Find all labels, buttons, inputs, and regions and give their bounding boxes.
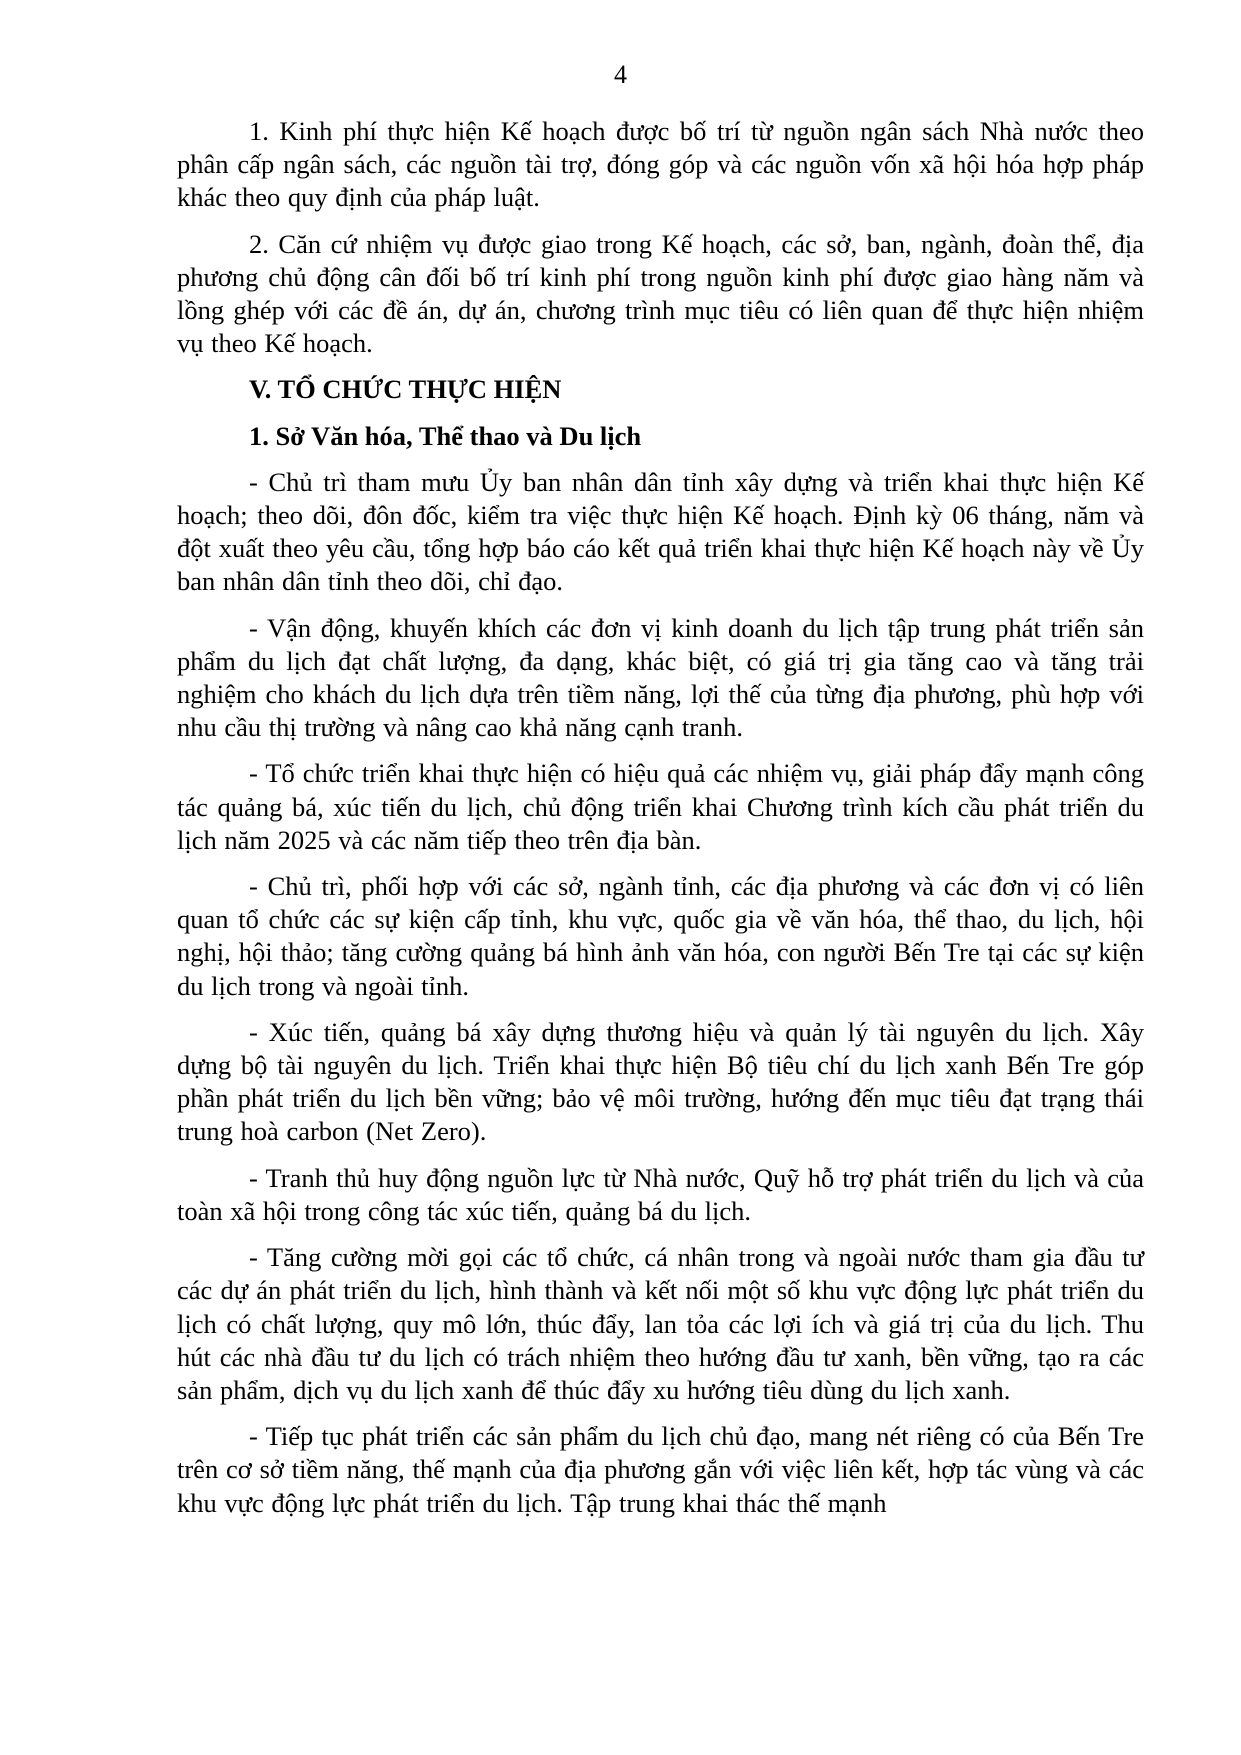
paragraph-task-investment: - Tăng cường mời gọi các tổ chức, cá nhân trong và ngoài nước tham gia đầu tư các dự án phát triển du lịch, hình thành và kết nối một số khu vực động lực phát triển du lịch có chất lượng, quy mô lớn, thúc đẩy, lan tỏa các lợi ích và giá trị của du lịch. Thu hút các nhà đầu tư du lịch có trách nhiệm theo hướng đầu tư xanh, bền vững, tạo ra các sản phẩm, dịch vụ du lịch xanh để thúc đẩy xu hướng tiêu dùng du lịch xanh. xyxy=(177,1242,1144,1405)
subsection-heading: 1. Sở Văn hóa, Thể thao và Du lịch xyxy=(249,420,642,451)
paragraph-task-resources: - Tranh thủ huy động nguồn lực từ Nhà nước, Quỹ hỗ trợ phát triển du lịch và của toàn xã hội trong công tác xúc tiến, quảng bá du lịch. xyxy=(177,1162,1144,1226)
paragraph-task-mobilize: - Vận động, khuyến khích các đơn vị kinh doanh du lịch tập trung phát triển sản phẩm du lịch đạt chất lượng, đa dạng, khác biệt, có giá trị gia tăng cao và tăng trải nghiệm cho khách du lịch dựa trên tiềm năng, lợi thế của từng địa phương, phù hợp với nhu cầu thị trường và nâng cao khả năng cạnh tranh. xyxy=(177,612,1144,743)
paragraph-funding-allocation: 2. Căn cứ nhiệm vụ được giao trong Kế hoạch, các sở, ban, ngành, đoàn thể, địa phương chủ động cân đối bố trí kinh phí trong nguồn kinh phí được giao hàng năm và lồng ghép với các đề án, dự án, chương trình mục tiêu có liên quan để thực hiện nhiệm vụ theo Kế hoạch. xyxy=(177,228,1144,359)
paragraph-task-lead: - Chủ trì tham mưu Ủy ban nhân dân tỉnh xây dựng và triển khai thực hiện Kế hoạch; theo dõi, đôn đốc, kiểm tra việc thực hiện Kế hoạch. Định kỳ 06 tháng, năm và đột xuất theo yêu cầu, tổng hợp báo cáo kết quả triển khai thực hiện Kế hoạch này về Ủy ban nhân dân tỉnh theo dõi, chỉ đạo. xyxy=(177,466,1144,597)
paragraph-task-products: - Tiếp tục phát triển các sản phẩm du lịch chủ đạo, mang nét riêng có của Bến Tre trên cơ sở tiềm năng, thế mạnh của địa phương gắn với việc liên kết, hợp tác vùng và các khu vực động lực phát triển du lịch. Tập trung khai thác thế mạnh xyxy=(177,1421,1144,1518)
document-body xyxy=(177,115,1144,1533)
paragraph-task-promotion: - Tổ chức triển khai thực hiện có hiệu quả các nhiệm vụ, giải pháp đẩy mạnh công tác quảng bá, xúc tiến du lịch, chủ động triển khai Chương trình kích cầu phát triển du lịch năm 2025 và các năm tiếp theo trên địa bàn. xyxy=(177,758,1144,855)
section-heading: V. TỔ CHỨC THỰC HIỆN xyxy=(249,374,562,405)
paragraph-task-branding: - Xúc tiến, quảng bá xây dựng thương hiệu và quản lý tài nguyên du lịch. Xây dựng bộ tài nguyên du lịch. Triển khai thực hiện Bộ tiêu chí du lịch xanh Bến Tre góp phần phát triển du lịch bền vững; bảo vệ môi trường, hướng đến mục tiêu đạt trạng thái trung hoà carbon (Net Zero). xyxy=(177,1016,1144,1147)
paragraph-task-events: - Chủ trì, phối hợp với các sở, ngành tỉnh, các địa phương và các đơn vị có liên quan tổ chức các sự kiện cấp tỉnh, khu vực, quốc gia về văn hóa, thể thao, du lịch, hội nghị, hội thảo; tăng cường quảng bá hình ảnh văn hóa, con người Bến Tre tại các sự kiện du lịch trong và ngoài tỉnh. xyxy=(177,871,1144,1001)
page-number: 4 xyxy=(614,60,627,89)
paragraph-funding-source: 1. Kinh phí thực hiện Kế hoạch được bố trí từ nguồn ngân sách Nhà nước theo phân cấp ngân sách, các nguồn tài trợ, đóng góp và các nguồn vốn xã hội hóa hợp pháp khác theo quy định của pháp luật. xyxy=(177,116,1144,213)
